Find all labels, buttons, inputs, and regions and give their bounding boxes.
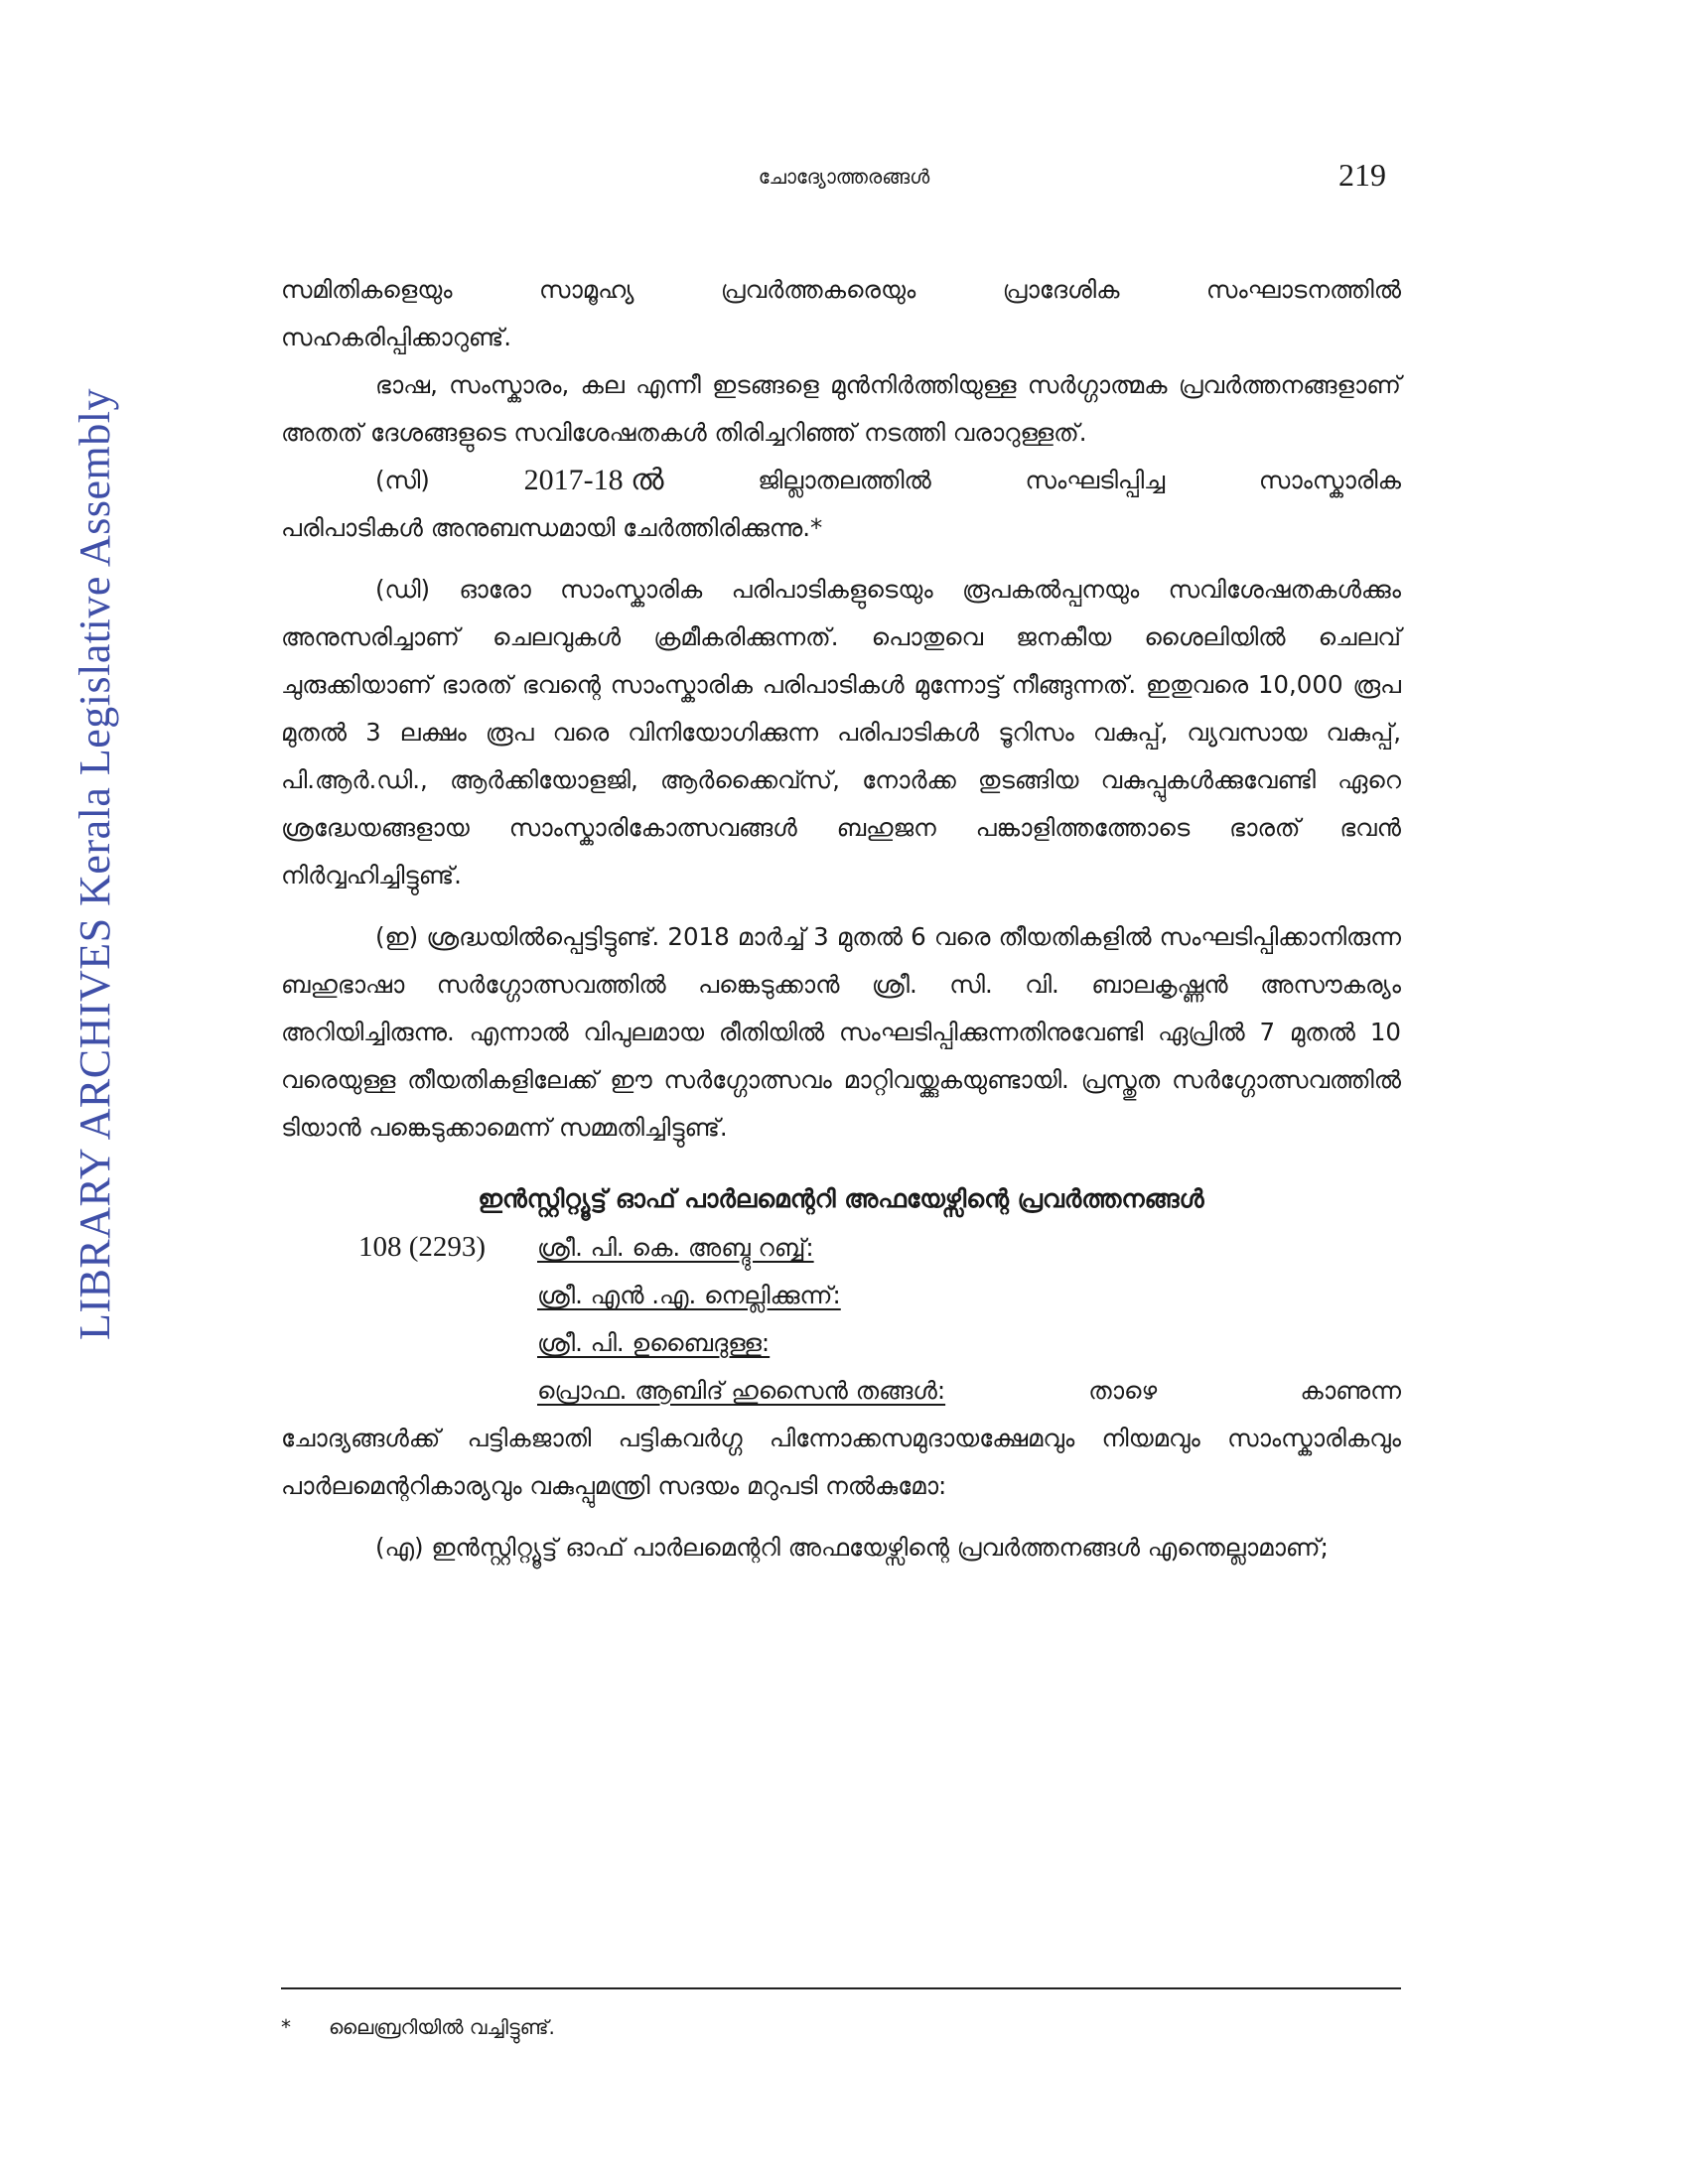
word: സാമൂഹ്യ <box>538 275 634 304</box>
answer-d: (ഡി) ഓരോ സാംസ്കാരിക പരിപാടികളുടെയും രൂപകൽപ്പനയും സവിശേഷതകൾക്കും അനുസരിച്ചാണ് ചെലവുകൾ ക്രമീകരിക്കുന്നത്. പൊതുവെ ജനകീയ ശൈലിയിൽ ചെലവ് ചുരുക്കിയാണ് ഭാരത് ഭവന്റെ സാംസ്കാരിക പരിപാടികൾ മുന്നോട്ട് നീങ്ങുന്നത്. ഇതുവരെ 10,000 രൂപ മുതൽ 3 ലക്ഷം രൂപ വരെ വിനിയോഗിക്കുന്ന പരിപാടികൾ ടൂറിസം വകുപ്പ്, വ്യവസായ വകുപ്പ്, പി.ആർ.ഡി., ആർക്കിയോളജി, ആർക്കൈവ്സ്, നോർക്ക തുടങ്ങിയ വകുപ്പുകൾക്കുവേണ്ടി ഏറെ ശ്രദ്ധേയങ്ങളായ സാംസ്കാരികോത്സവങ്ങൾ ബഹുജന പങ്കാളിത്തത്തോടെ ഭാരത് ഭവൻ നിർവ്വഹിച്ചിട്ടുണ്ട്. <box>281 575 1401 889</box>
member-name: പ്രൊഫ. ആബിദ് ഹുസൈൻ തങ്ങൾ: <box>537 1376 946 1405</box>
last-member-line <box>537 1367 1401 1415</box>
word: സമിതികളെയും <box>281 275 453 304</box>
question-number: 108 (2293) <box>358 1231 487 1263</box>
question-line-3 <box>281 1319 1401 1367</box>
question-part-a: (എ) ഇൻസ്റ്റിറ്റ്യൂട്ട് ഓഫ് പാർലമെന്ററി അഫയേഴ്സിന്റെ പ്രവർത്തനങ്ങൾ എന്തെല്ലാമാണ്; <box>375 1533 1329 1562</box>
para1-second-line: സഹകരിപ്പിക്കാറുണ്ട്. <box>281 323 512 351</box>
question-line-2 <box>281 1272 1401 1319</box>
year-range: 2017-18 ൽ <box>523 464 664 496</box>
footnote-text: ലൈബ്രറിയിൽ വച്ചിട്ടുണ്ട്. <box>329 2015 555 2039</box>
question-intro: ചോദ്യങ്ങൾക്ക് പട്ടികജാതി പട്ടികവർഗ്ഗ പിന്നോക്കസമുദായക്ഷേമവും നിയമവും സാംസ്കാരികവും പാർലമെന്ററികാര്യവും വകുപ്പുമന്ത്രി സദയം മറുപടി നൽകുമോ: <box>281 1424 1401 1500</box>
archive-watermark: LIBRARY ARCHIVES Kerala Legislative Assembly <box>70 388 119 1340</box>
word: പ്രാദേശിക <box>1002 275 1120 304</box>
member-name: ശ്രീ. എൻ .എ. നെല്ലിക്കുന്ന്: <box>537 1281 841 1309</box>
paragraph-culture: ഭാഷ, സംസ്കാരം, കല എന്നീ ഇടങ്ങളെ മുൻനിർത്തിയുള്ള സർഗ്ഗാത്മക പ്രവർത്തനങ്ങളാണ് അതത് ദേശങ്ങളുടെ സവിശേഷതകൾ തിരിച്ചറിഞ്ഞ് നടത്തി വരാറുള്ളത്. <box>281 370 1401 447</box>
word: പ്രവർത്തകരെയും <box>720 275 916 304</box>
word: ജില്ലാതലത്തിൽ <box>758 466 931 494</box>
member-name: ശ്രീ. പി. ഉബൈദുള്ള: <box>537 1328 771 1357</box>
word: സംഘടിപ്പിച്ച <box>1025 466 1166 494</box>
page-body <box>281 266 1401 1571</box>
question-block <box>281 1223 1401 1510</box>
page-number: 219 <box>1338 157 1386 193</box>
para1-first-line <box>281 266 1401 314</box>
running-title: ചോദ്യോത്തരങ്ങൾ <box>758 165 930 189</box>
footnote-divider <box>281 1987 1401 1989</box>
word: (സി) <box>375 466 430 494</box>
word: താഴെ <box>1088 1376 1158 1405</box>
answer-c-first-line <box>281 457 1401 504</box>
word: സംഘാടനത്തിൽ <box>1205 275 1401 304</box>
answer-e: (ഇ) ശ്രദ്ധയിൽപ്പെട്ടിട്ടുണ്ട്. 2018 മാർച്ച് 3 മുതൽ 6 വരെ തീയതികളിൽ സംഘടിപ്പിക്കാനിരുന്ന ബഹുഭാഷാ സർഗ്ഗോത്സവത്തിൽ പങ്കെടുക്കാൻ ശ്രീ. സി. വി. ബാലകൃഷ്ണൻ അസൗകര്യം അറിയിച്ചിരുന്നു. എന്നാൽ വിപുലമായ രീതിയിൽ സംഘടിപ്പിക്കുന്നതിനുവേണ്ടി ഏപ്രിൽ 7 മുതൽ 10 വരെയുള്ള തീയതികളിലേക്ക് ഈ സർഗ്ഗോത്സവം മാറ്റിവയ്ക്കുകയുണ്ടായി. പ്രസ്തുത സർഗ്ഗോത്സവത്തിൽ ടിയാൻ പങ്കെടുക്കാമെന്ന് സമ്മതിച്ചിട്ടുണ്ട്. <box>281 922 1401 1142</box>
question-heading: ഇൻസ്റ്റിറ്റ്യൂട്ട് ഓഫ് പാർലമെന്ററി അഫയേഴ്സിന്റെ പ്രവർത്തനങ്ങൾ <box>478 1184 1204 1213</box>
word: സാംസ്കാരിക <box>1258 466 1401 494</box>
member-name: ശ്രീ. പി. കെ. അബ്ദു റബ്ബ്: <box>537 1233 814 1262</box>
question-line-4 <box>281 1367 1401 1415</box>
question-line-1 <box>281 1223 1401 1272</box>
answer-c-second-line: പരിപാടികൾ അനുബന്ധമായി ചേർത്തിരിക്കുന്നു.* <box>281 513 823 542</box>
footnote <box>281 2015 555 2039</box>
word: കാണുന്ന <box>1300 1376 1401 1405</box>
footnote-mark: * <box>281 2015 291 2039</box>
